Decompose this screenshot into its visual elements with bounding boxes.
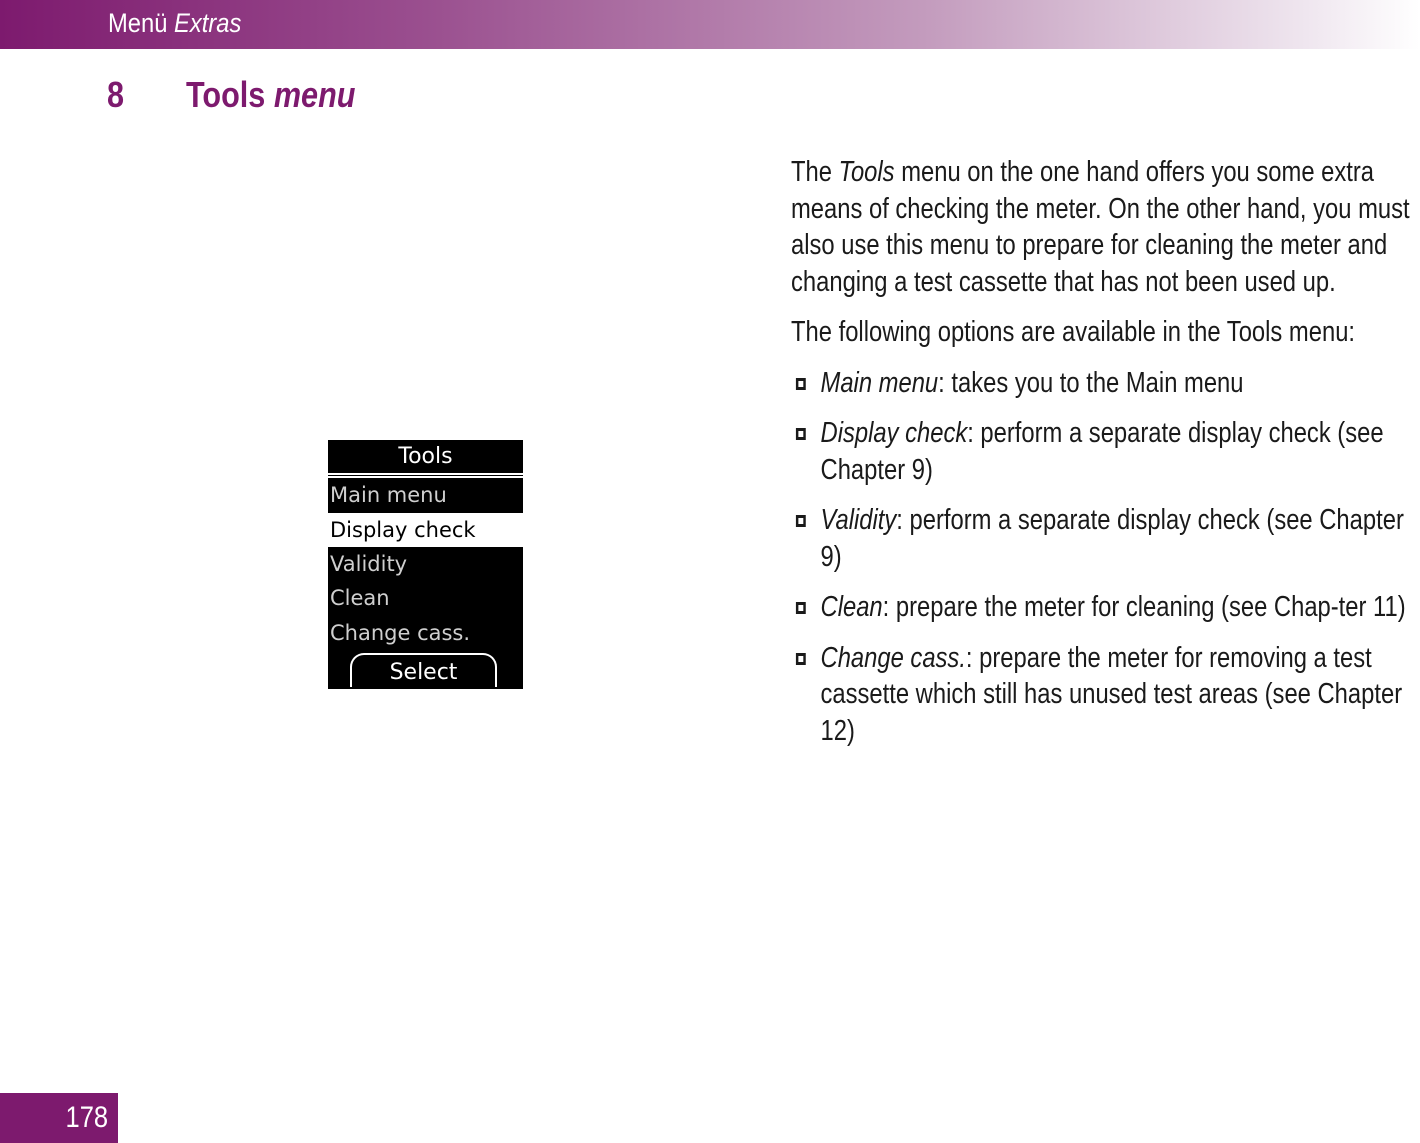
- screen-item-display-check: Display check: [328, 513, 523, 547]
- meter-display-screen: [328, 440, 523, 689]
- intro-paragraph: [791, 154, 1420, 300]
- body-text-column: [791, 154, 1420, 749]
- square-bullet-icon: [796, 378, 806, 390]
- screen-item-main-menu: Main menu: [328, 476, 523, 510]
- option-description: : perform a separate display check (see Chapter 9): [820, 417, 1384, 486]
- option-name: Validity: [820, 504, 897, 536]
- chapter-title: [186, 74, 355, 116]
- running-header: [108, 8, 241, 39]
- screen-title: Tools: [328, 440, 523, 475]
- option-name: Main menu: [820, 366, 939, 399]
- option-name: Clean: [820, 591, 883, 623]
- chapter-title-italic: menu: [273, 74, 356, 115]
- square-bullet-icon: [796, 602, 806, 614]
- intro-pre: The: [791, 156, 832, 188]
- screen-item-validity: Validity: [330, 552, 408, 576]
- header-prefix: Menü: [108, 8, 168, 38]
- page-number-box: [0, 1093, 118, 1143]
- option-change-cassette: [791, 640, 1420, 750]
- option-name: Change cass.: [820, 641, 966, 674]
- square-bullet-icon: [796, 515, 806, 527]
- screen-item-change-cassette: Change cass.: [330, 621, 471, 645]
- body-text-inner: [791, 154, 1420, 749]
- option-description: : takes you to the Main menu: [938, 366, 1244, 399]
- header-banner: [0, 0, 1420, 49]
- intro-post: menu on the one hand offers you some extra means of checking the meter. On the other hand, you must also use this menu to prepare for cleaning the meter and changing a test cassette that has not been used up.: [791, 156, 1410, 298]
- option-name: Display check: [820, 417, 968, 449]
- option-clean: [791, 589, 1420, 626]
- screen-select-button: Select: [350, 653, 497, 687]
- option-description: : prepare the meter for removing a test cassette which still has unused test areas (see Chapter 12): [820, 641, 1403, 747]
- square-bullet-icon: [796, 428, 806, 440]
- option-validity: [791, 502, 1420, 575]
- page-number: 178: [65, 1101, 108, 1134]
- chapter-number: 8: [107, 74, 125, 115]
- square-bullet-icon: [796, 653, 806, 665]
- option-display-check: [791, 415, 1420, 488]
- option-main-menu: [791, 365, 1420, 402]
- intro-italic: Tools: [838, 156, 895, 188]
- options-intro: The following options are available in the Tools menu:: [791, 316, 1356, 348]
- option-description: : prepare the meter for cleaning (see Chap-ter 11): [882, 591, 1406, 623]
- chapter-title-plain: Tools: [186, 74, 266, 115]
- header-section: Extras: [174, 8, 242, 38]
- screen-item-clean: Clean: [330, 586, 390, 610]
- option-description: : perform a separate display check (see Chapter 9): [820, 504, 1404, 573]
